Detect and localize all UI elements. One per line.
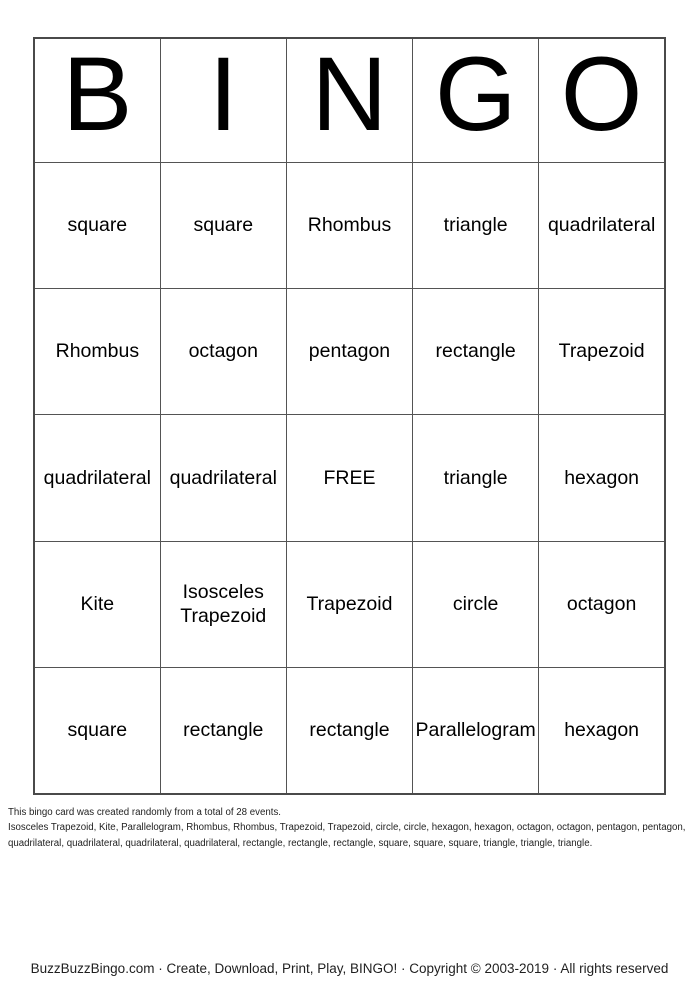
cell-r2c3: pentagon [286,288,412,414]
copyright-line: BuzzBuzzBingo.com · Create, Download, Print, Play, BINGO! · Copyright © 2003-2019 · All rights reserved [30,961,669,976]
cell-r2c5: Trapezoid [539,288,665,414]
cell-r5c2: rectangle [160,668,286,794]
card-row-3 [34,415,665,541]
cell-r5c3: rectangle [286,668,412,794]
generation-note-line: This bingo card was created randomly from a total of 28 events. [8,807,282,818]
free-space-cell: FREE [286,415,412,541]
cell-r3c2: quadrilateral [160,415,286,541]
cell-r5c4: Parallelogram [413,668,539,794]
header-letter-i: I [160,38,286,162]
bingo-header-row [34,38,665,162]
card-row-1 [34,162,665,288]
cell-r1c2: square [160,162,286,288]
cell-r1c5: quadrilateral [539,162,665,288]
cell-r4c5: octagon [539,541,665,667]
cell-r3c4: triangle [413,415,539,541]
header-letter-g: G [413,38,539,162]
cell-r2c4: rectangle [413,288,539,414]
cell-r1c3: Rhombus [286,162,412,288]
header-letter-o: O [539,38,665,162]
cell-r2c1: Rhombus [34,288,160,414]
bingo-card [33,37,666,795]
cell-r4c1: Kite [34,541,160,667]
generation-note [8,805,685,851]
cell-r5c1: square [34,668,160,794]
card-row-5 [34,668,665,794]
cell-r4c4: circle [413,541,539,667]
cell-r5c5: hexagon [539,668,665,794]
cell-r3c1: quadrilateral [34,415,160,541]
cell-r2c2: octagon [160,288,286,414]
card-row-2 [34,288,665,414]
events-list-line-2: quadrilateral, quadrilateral, quadrilateral, quadrilateral, rectangle, rectangle, rectangle, square, square, square, triangle, triangle, triangle. [8,837,593,849]
cell-r1c4: triangle [413,162,539,288]
header-letter-n: N [286,38,412,162]
cell-r3c5: hexagon [539,415,665,541]
header-letter-b: B [34,38,160,162]
cell-r4c2: Isosceles Trapezoid [160,541,286,667]
cell-r4c3: Trapezoid [286,541,412,667]
card-row-4 [34,541,665,667]
cell-r1c1: square [34,162,160,288]
events-list-line-1: Isosceles Trapezoid, Kite, Parallelogram, Rhombus, Rhombus, Trapezoid, Trapezoid, circle, circle, hexagon, hexagon, octagon, octagon, pentagon, pentagon, [8,822,686,834]
